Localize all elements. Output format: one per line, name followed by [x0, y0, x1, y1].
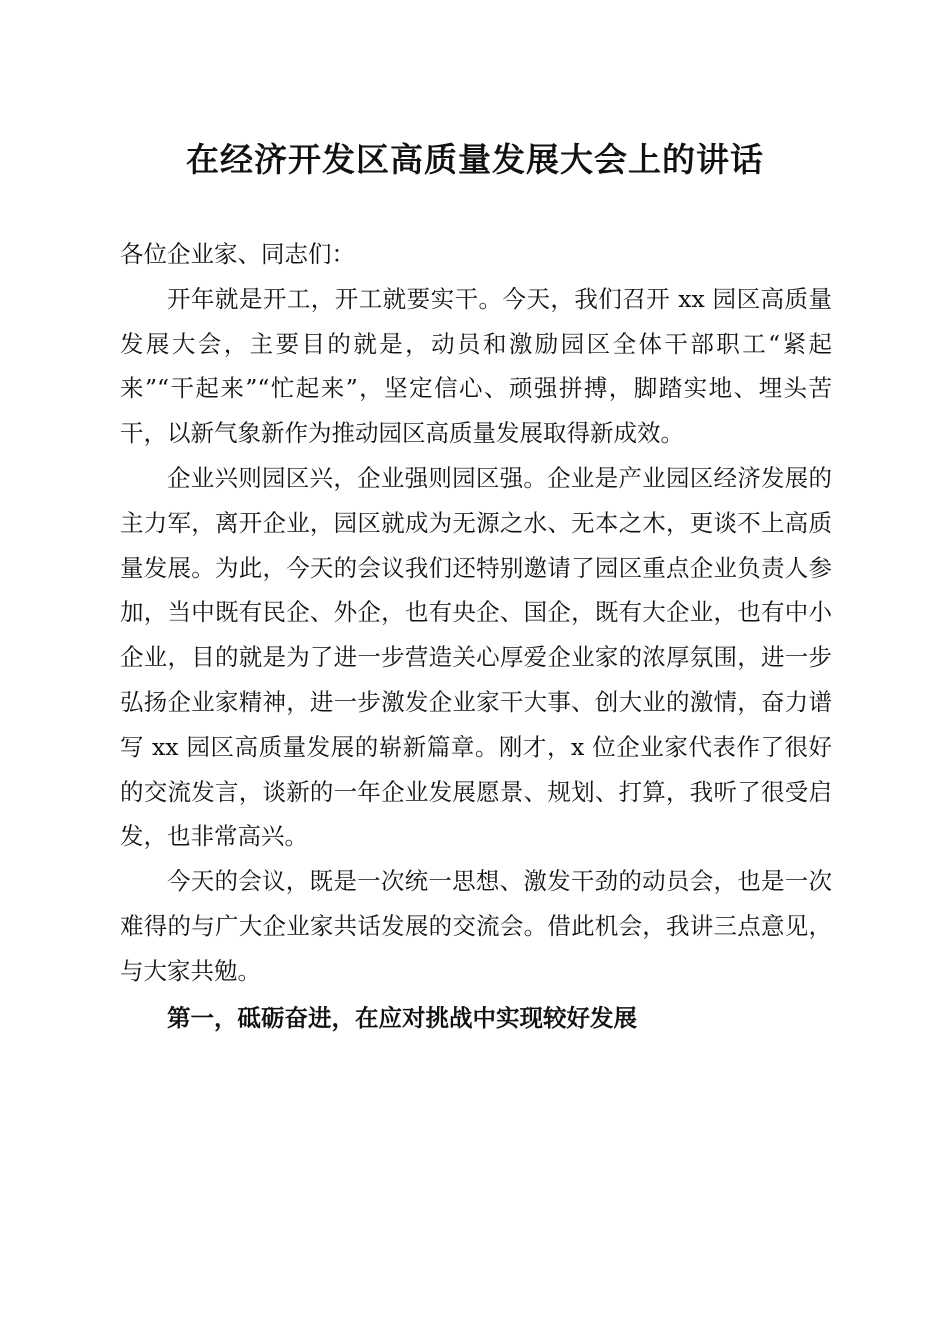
paragraph-opening: 开年就是开工，开工就要实干。今天，我们召开 xx 园区高质量发展大会，主要目的就是，动员和激励园区全体干部职工“紧起来”“干起来”“忙起来”，坚定信心、顽强拼搏，脚踏实地、埋头苦干，以新气象新作为推动园区高质量发展取得新成效。: [120, 284, 832, 448]
salutation: 各位企业家、同志们：: [120, 240, 355, 268]
document-title: 在经济开发区高质量发展大会上的讲话: [186, 140, 764, 179]
section-heading: 第一，砥砺奋进，在应对挑战中实现较好发展: [167, 1003, 637, 1032]
paragraph-enterprises: 企业兴则园区兴，企业强则园区强。企业是产业园区经济发展的主力军，离开企业，园区就成为无源之水、无本之木，更谈不上高质量发展。为此，今天的会议我们还特别邀请了园区重点企业负责人参加，当中既有民企、外企，也有央企、国企，既有大企业，也有中小企业，目的就是为了进一步营造关心厚爱企业家的浓厚氛围，进一步弘扬企业家精神，进一步激发企业家干大事、创大业的激情，奋力谱写 xx 园区高质量发展的崭新篇章。刚才，x 位企业家代表作了很好的交流发言，谈新的一年企业发展愿景、规划、打算，我听了很受启发，也非常高兴。: [120, 463, 832, 851]
document-body: [120, 232, 832, 1040]
paragraph-meeting-purpose: 今天的会议，既是一次统一思想、激发干劲的动员会，也是一次难得的与广大企业家共话发展的交流会。借此机会，我讲三点意见，与大家共勉。: [120, 867, 832, 985]
